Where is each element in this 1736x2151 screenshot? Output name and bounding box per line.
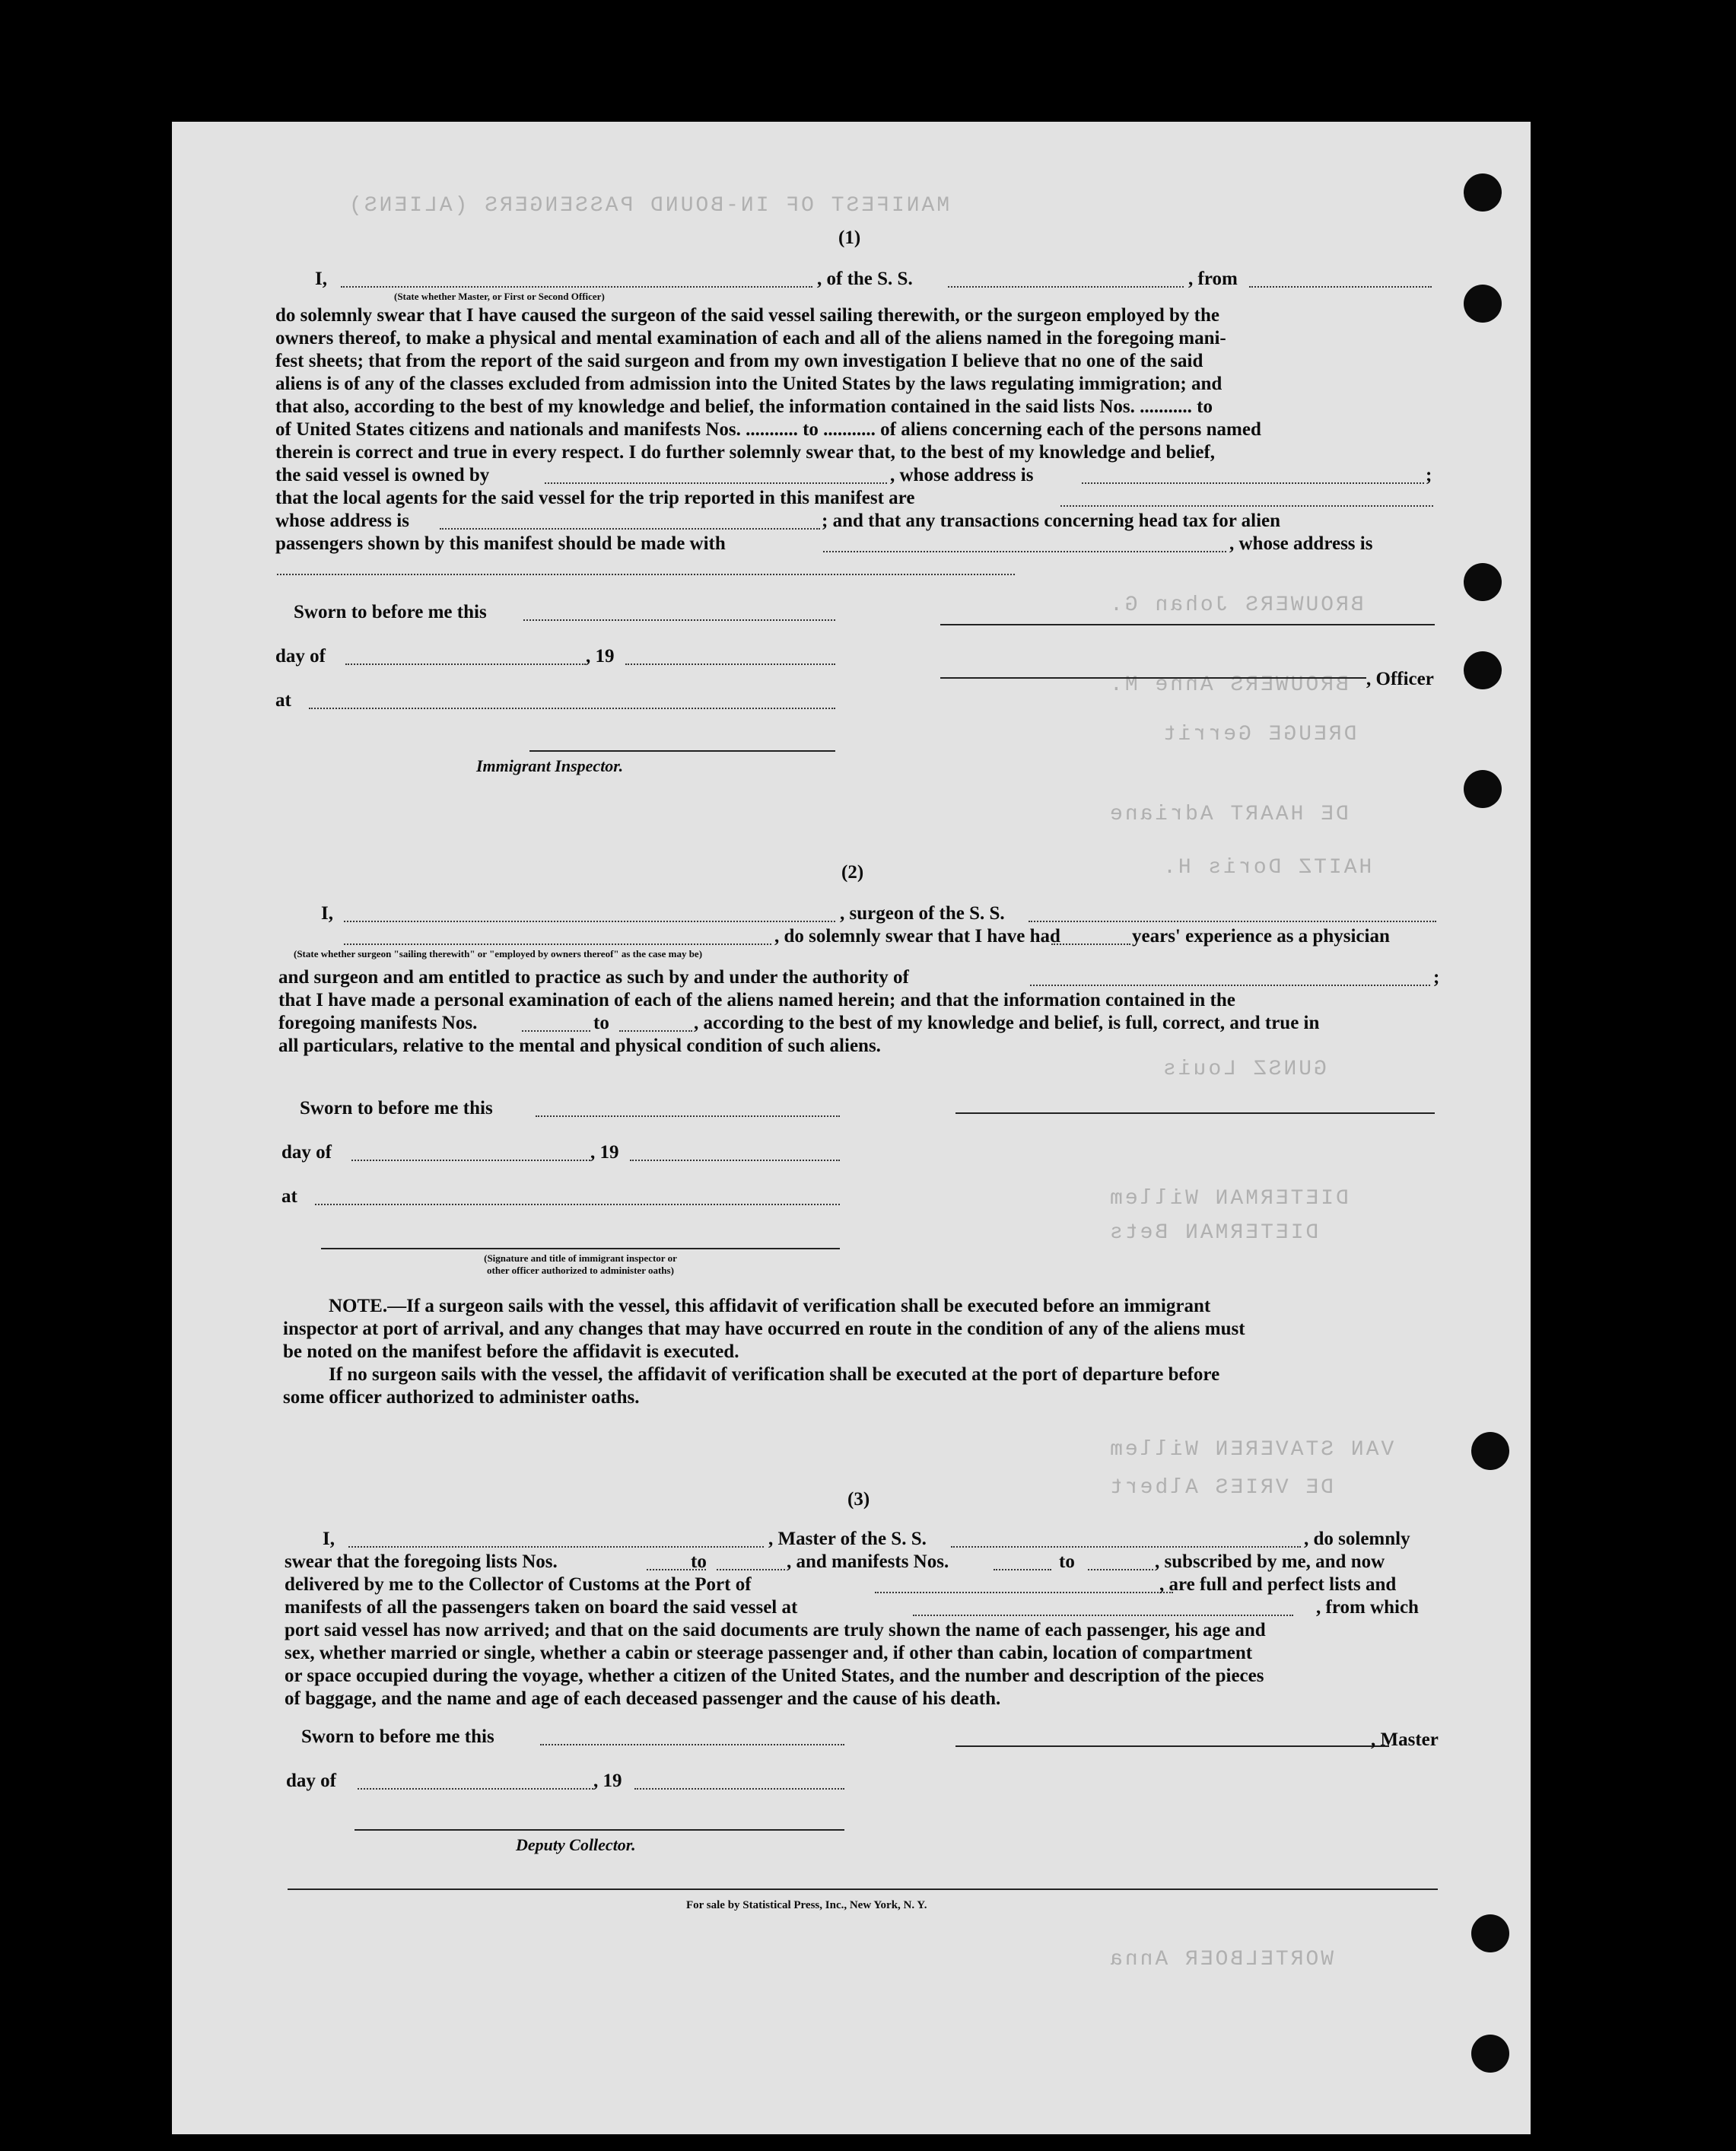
master-vessel-field (951, 1546, 1301, 1548)
year-field (630, 1160, 840, 1161)
binder-hole (1464, 563, 1502, 601)
section-1-line: of United States citizens and nationals and manifests Nos. ........... to ........... of aliens concerning each of the persons named (275, 419, 1261, 440)
oath-i: I, (315, 269, 327, 289)
day-of-label: day of (275, 646, 326, 667)
at-label: at (275, 690, 291, 711)
section-2-line: that I have made a personal examination of each of the aliens named herein; and that the information contained in the (278, 990, 1235, 1010)
at-field (309, 708, 835, 709)
surgeon-vessel-field (1029, 921, 1436, 922)
bleed-header: MANIFEST OF IN-BOUND PASSENGERS (ALIENS) (347, 194, 950, 218)
manifests-from-field (994, 1569, 1051, 1570)
section-2-line: foregoing manifests Nos. (278, 1013, 478, 1033)
bleed-row: HAITZ Doris H. (1161, 856, 1372, 880)
oath-i: I, (323, 1529, 335, 1549)
bleed-row: DE VRIES Albert (1108, 1476, 1334, 1500)
bleed-row: GUNSZ Louis (1161, 1058, 1327, 1081)
section-3-line: , and manifests Nos. (787, 1551, 949, 1572)
binder-hole (1464, 651, 1502, 689)
to-label: to (593, 1013, 609, 1033)
note-line: some officer authorized to administer oaths. (283, 1387, 640, 1408)
day-field (358, 1788, 593, 1790)
officer-name-field (341, 286, 812, 288)
owner-address-field (1082, 482, 1424, 484)
binder-hole (1464, 285, 1502, 323)
at-field (315, 1204, 840, 1205)
section-1-line: owners thereof, to make a physical and mental examination of each and all of the aliens named in the foregoing mani- (275, 328, 1226, 348)
at-label: at (281, 1186, 297, 1207)
surgeon-signature-line (955, 1112, 1435, 1114)
sworn-day-field (540, 1744, 844, 1745)
to-label: to (691, 1551, 707, 1572)
surgeon-status-field (344, 943, 771, 945)
section-1-line: the said vessel is owned by (275, 465, 490, 485)
from-label: , from (1188, 269, 1238, 289)
bleed-row: DREUGE Gerrit (1161, 723, 1357, 746)
head-tax-address-field (277, 574, 1015, 575)
vessel-name-field (948, 286, 1184, 288)
oath-i: I, (321, 903, 333, 924)
year-field (634, 1788, 844, 1790)
sworn-day-field (536, 1115, 840, 1117)
note-paragraph: If no surgeon sails with the vessel, the affidavit of verification shall be executed at the port of departure before (329, 1364, 1220, 1385)
footer-rule (288, 1888, 1438, 1890)
of-ss-label: , of the S. S. (817, 269, 913, 289)
section-3-line: , are full and perfect lists and (1159, 1574, 1397, 1595)
note-line: be noted on the manifest before the affidavit is executed. (283, 1341, 739, 1362)
master-signature-line (955, 1745, 1389, 1747)
semicolon: ; (1433, 967, 1440, 988)
section-3-line: swear that the foregoing lists Nos. (285, 1551, 558, 1572)
section-3-line: of baggage, and the name and age of each deceased passenger and the cause of his death. (285, 1688, 1001, 1709)
surgeon-status-note: (State whether surgeon "sailing therewith" or "employed by owners thereof" as the case may be) (294, 948, 703, 959)
section-2-line: and surgeon and am entitled to practice as such by and under the authority of (278, 967, 909, 988)
binder-hole (1471, 2035, 1509, 2073)
whose-address-label: , whose address is (890, 465, 1034, 485)
manifest-to-field (619, 1030, 692, 1032)
bleed-row: VAN STAVEREN Willem (1108, 1438, 1394, 1462)
agent-address-field (440, 528, 820, 530)
note-paragraph (329, 1295, 1210, 1318)
bleed-row: BROUWERS Anne M. (1108, 673, 1349, 697)
bleed-row: DE HAART Adriane (1108, 803, 1349, 826)
bleed-row: BROUWERS Johan G. (1108, 593, 1364, 617)
day-field (345, 663, 586, 665)
section-2-line: , according to the best of my knowledge and belief, is full, correct, and true in (694, 1013, 1320, 1033)
semicolon: ; (1426, 465, 1432, 485)
section-3-line: , subscribed by me, and now (1155, 1551, 1385, 1572)
officer-note: (State whether Master, or First or Second Officer) (394, 291, 605, 302)
year-label: , 19 (593, 1771, 622, 1791)
note-lead: NOTE.— (329, 1296, 407, 1316)
years-field (1051, 943, 1130, 945)
sworn-label: Sworn to before me this (294, 602, 487, 622)
officer-title-line (940, 677, 1366, 679)
day-field (351, 1160, 590, 1161)
do-solemnly-text: , do solemnly (1304, 1529, 1410, 1549)
deputy-signature-line (355, 1829, 844, 1831)
officer-label: , Officer (1366, 669, 1434, 689)
section-3-number: (3) (847, 1489, 870, 1510)
signature-note: (Signature and title of immigrant inspector or (484, 1252, 677, 1264)
owner-field (545, 482, 887, 484)
years-text: years' experience as a physician (1132, 926, 1390, 947)
head-tax-text: ; and that any transactions concerning head tax for alien (822, 511, 1281, 531)
master-of-label: , Master of the S. S. (768, 1529, 927, 1549)
officer-signature-line (940, 624, 1435, 625)
day-of-label: day of (286, 1771, 336, 1791)
bleed-row: DIETERMAN Willem (1108, 1187, 1349, 1211)
master-name-field (348, 1546, 764, 1548)
section-1-line: fest sheets; that from the report of the said surgeon and from my own investigation I believe that no one of the said (275, 351, 1203, 371)
port-field (875, 1592, 1173, 1593)
year-field (625, 663, 835, 665)
footer-imprint: For sale by Statistical Press, Inc., New York, N. Y. (686, 1899, 927, 1911)
binder-hole (1471, 1914, 1509, 1952)
sworn-label: Sworn to before me this (300, 1098, 493, 1118)
bleed-row: DIETERMAN Bets (1108, 1221, 1319, 1245)
note-text: If a surgeon sails with the vessel, this affidavit of verification shall be executed before an immigrant (406, 1296, 1211, 1316)
inspector-signature-line (529, 750, 835, 752)
whose-address-label: , whose address is (1229, 533, 1373, 554)
to-label: to (1059, 1551, 1075, 1572)
lists-to-field (717, 1569, 785, 1570)
day-of-label: day of (281, 1142, 332, 1163)
section-1-line: whose address is (275, 511, 409, 531)
do-swear-text: , do solemnly swear that I have had (774, 926, 1060, 947)
section-2-line: all particulars, relative to the mental and physical condition of such aliens. (278, 1036, 881, 1056)
section-3-line: , from which (1316, 1597, 1419, 1618)
manifests-to-field (1088, 1569, 1153, 1570)
section-3-line: sex, whether married or single, whether a cabin or steerage passenger and, if other than cabin, location of compartment (285, 1643, 1253, 1663)
bleed-row: WORTELBOER Anna (1108, 1948, 1334, 1971)
section-1-line: that also, according to the best of my knowledge and belief, the information contained in the said lists Nos. ........... to (275, 396, 1213, 417)
section-1-number: (1) (838, 228, 861, 248)
section-1-line: therein is correct and true in every respect. I do further solemnly swear that, to the best of my knowledge and belief, (275, 442, 1216, 463)
surgeon-name-field (344, 921, 835, 922)
year-label: , 19 (586, 646, 615, 667)
section-1-line: do solemnly swear that I have caused the surgeon of the said vessel sailing therewith, or the surgeon employed by the (275, 305, 1219, 326)
section-1-line: passengers shown by this manifest should be made with (275, 533, 726, 554)
document-page (172, 122, 1531, 2134)
sworn-day-field (523, 619, 835, 621)
section-3-line: port said vessel has now arrived; and that on the said documents are truly shown the name of each passenger, his age and (285, 1620, 1266, 1640)
local-agents-field (1060, 505, 1433, 507)
master-label: , Master (1371, 1729, 1439, 1750)
binder-hole (1464, 173, 1502, 212)
binder-hole (1464, 770, 1502, 808)
departure-port-field (913, 1615, 1293, 1616)
section-2-number: (2) (841, 862, 864, 883)
year-label: , 19 (590, 1142, 619, 1163)
head-tax-party-field (823, 551, 1226, 552)
note-line: inspector at port of arrival, and any changes that may have occurred en route in the condition of any of the aliens must (283, 1319, 1245, 1339)
sworn-label: Sworn to before me this (301, 1726, 494, 1747)
section-1-line: that the local agents for the said vessel for the trip reported in this manifest are (275, 488, 915, 508)
signature-note: other officer authorized to administer oaths) (487, 1265, 674, 1276)
section-1-line: aliens is of any of the classes excluded from admission into the United States by the laws regulating immigration; and (275, 374, 1223, 394)
section-3-line: delivered by me to the Collector of Customs at the Port of (285, 1574, 752, 1595)
inspector-signature-line (321, 1248, 840, 1249)
deputy-label: Deputy Collector. (516, 1835, 636, 1854)
binder-hole (1471, 1432, 1509, 1470)
section-3-line: manifests of all the passengers taken on board the said vessel at (285, 1597, 798, 1618)
authority-field (1030, 985, 1430, 986)
from-field (1249, 286, 1432, 288)
section-3-line: or space occupied during the voyage, whether a citizen of the United States, and the number and description of the pieces (285, 1666, 1264, 1686)
surgeon-of-label: , surgeon of the S. S. (840, 903, 1005, 924)
inspector-label: Immigrant Inspector. (476, 756, 624, 775)
manifest-from-field (522, 1030, 590, 1032)
